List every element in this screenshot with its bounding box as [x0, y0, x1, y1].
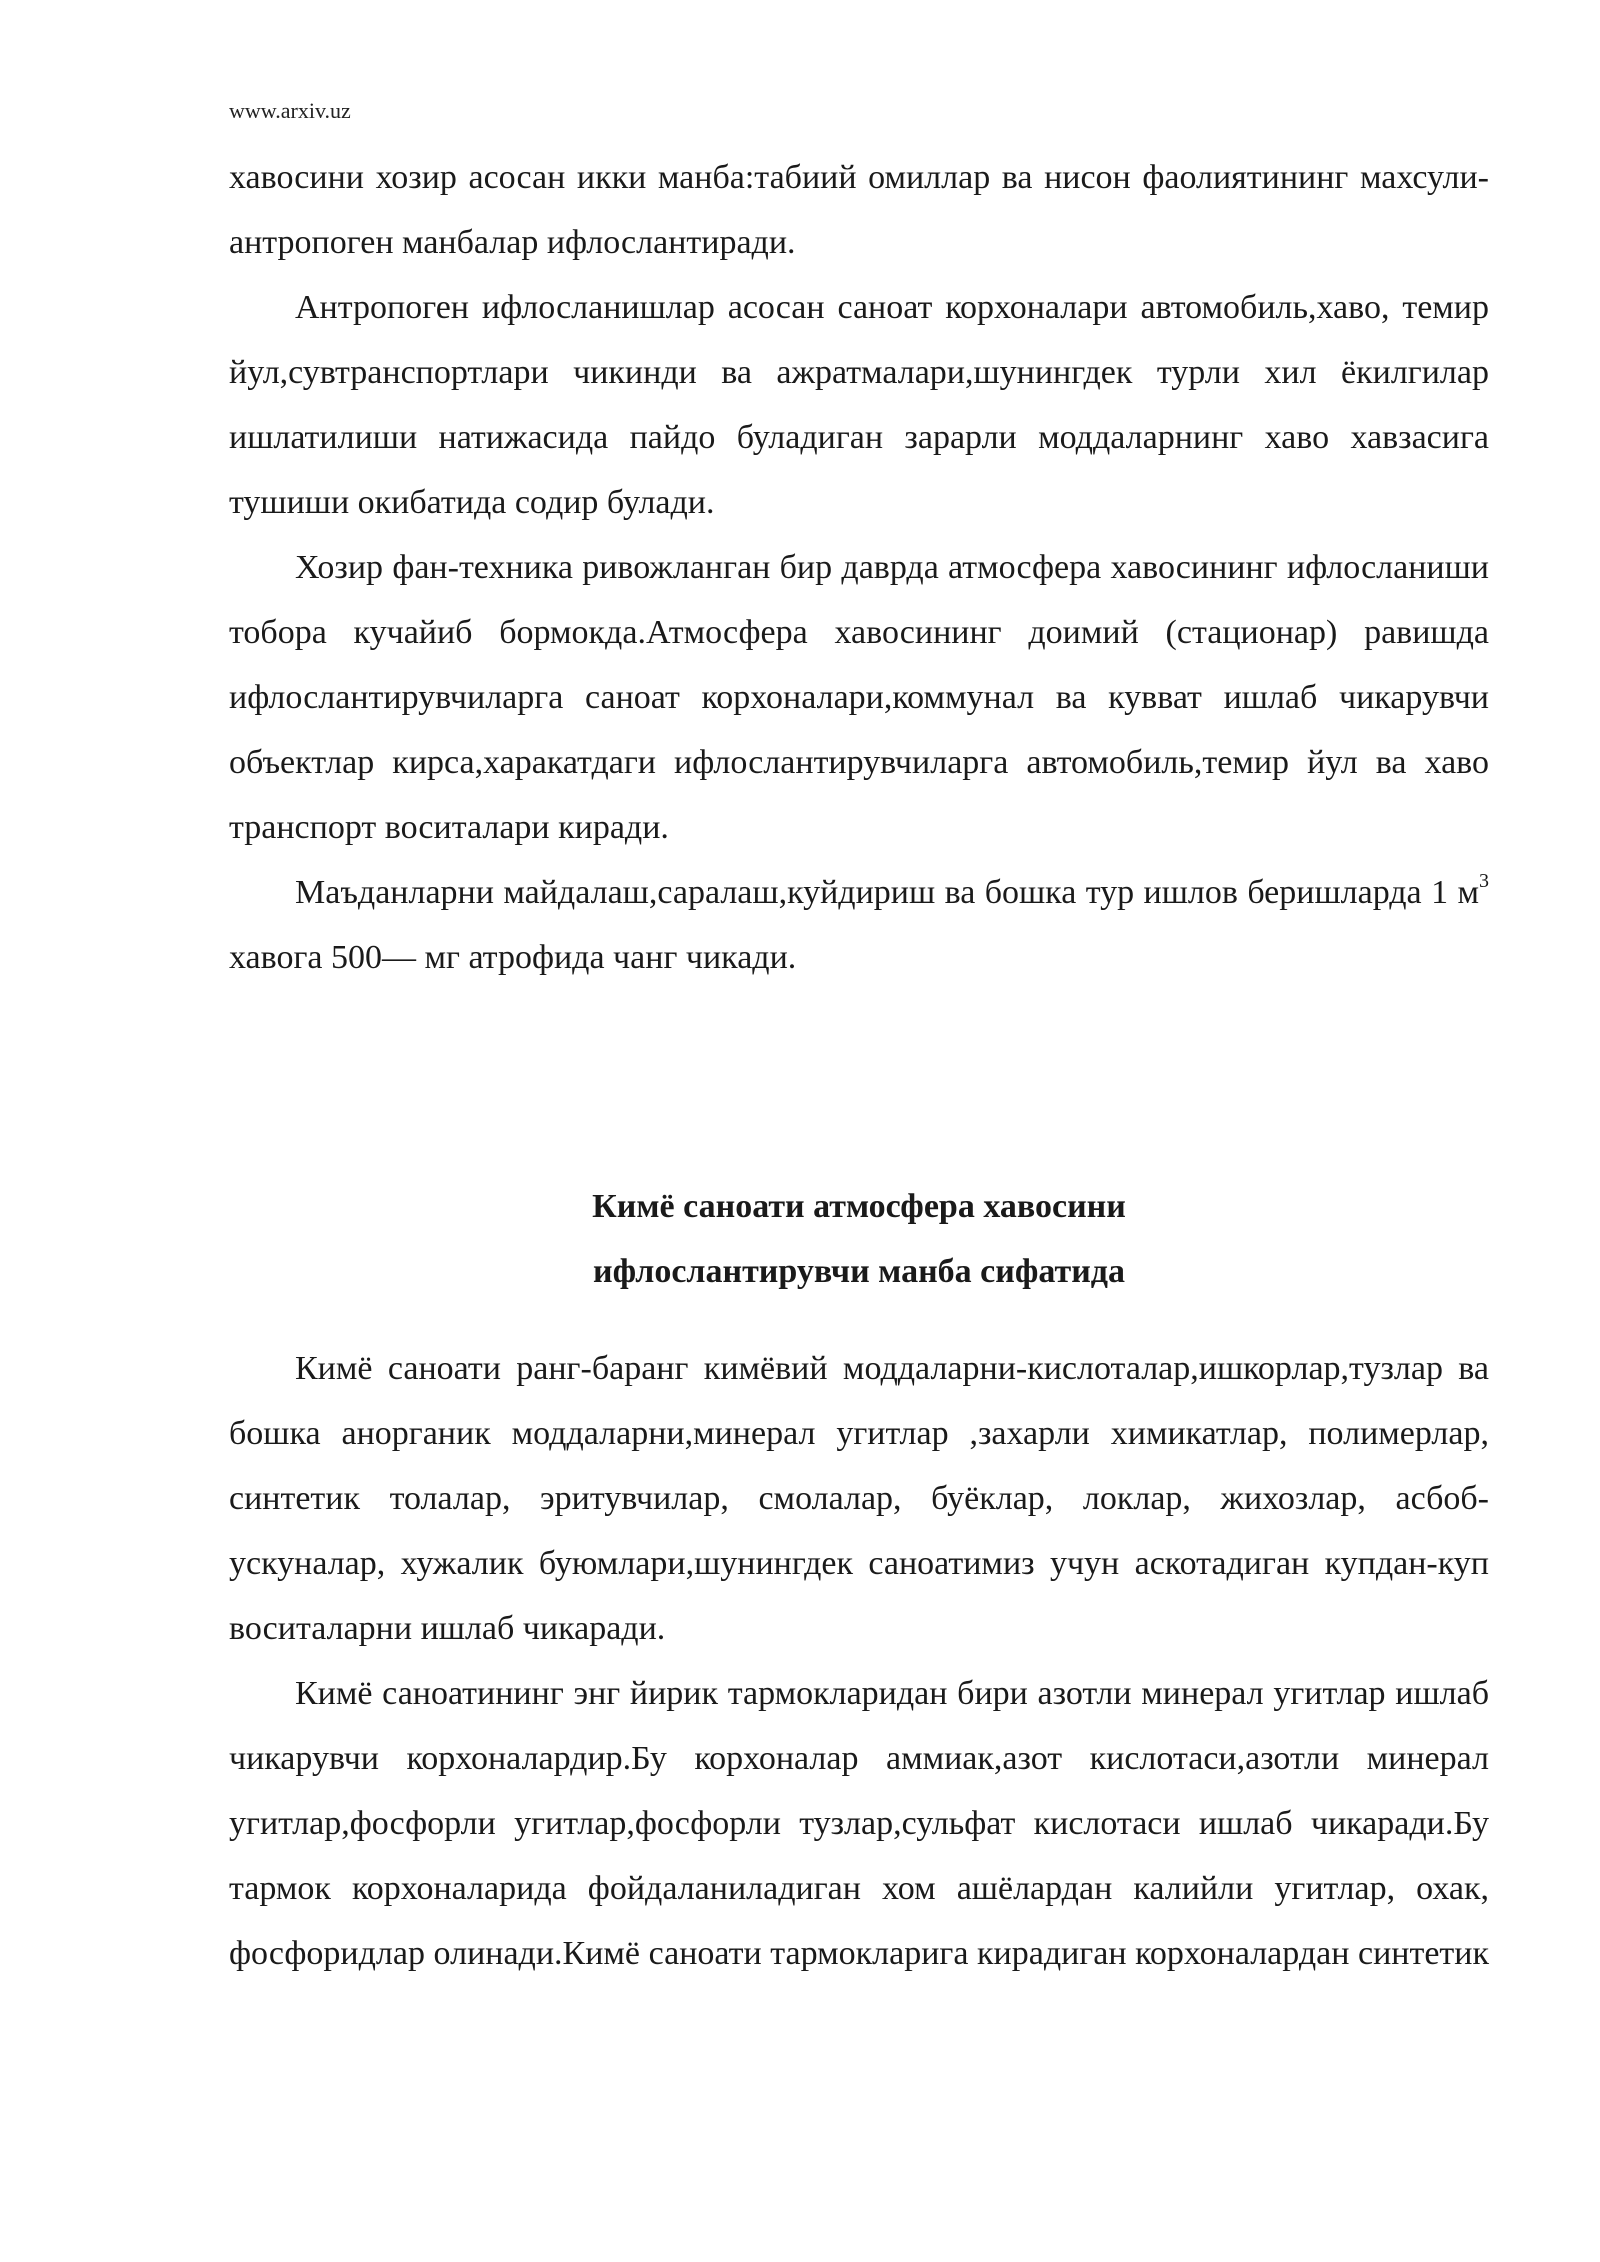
ore-dust-text-start: Маъданларни майдалаш,саралаш,куйдириш ва бошка тур ишлов беришларда 1 м: [295, 874, 1479, 911]
paragraph-nitrogen-fertilizers: Кимё саноатининг энг йирик тармокларидан бири азотли минерал угитлар ишлаб чикарувчи корхоналардир.Бу корхоналар аммиак,азот кислотаси,азотли минерал угитлар,фосфорли угитлар,фосфорли тузлар,сульфат кислотаси ишлаб чикаради.Бу тармок корхоналарида фойдаланиладиган хом ашёлардан калийли угитлар, охак, фосфоридлар олинади.Кимё саноати тармокларига кирадиган корхоналардан синтетик: [229, 1675, 1489, 1972]
paragraph-ore-dust: [229, 860, 1489, 990]
paragraph-chemical-products: Кимё саноати ранг-баранг кимёвий моддаларни-кислоталар,ишкорлар,тузлар ва бошка анорганик моддаларни,минерал угитлар ,захарли химикатлар, полимерлар, синтетик толалар, эритувчилар, смолалар, буёклар, локлар, жихозлар, асбоб-ускуналар, хужалик буюмлари,шунингдек саноатимиз учун аскотадиган купдан-куп воситаларни ишлаб чикаради.: [229, 1350, 1489, 1647]
section-heading: [229, 1174, 1489, 1304]
ore-dust-text-end: хавога 500— мг атрофида чанг чикади.: [229, 939, 797, 976]
superscript-cubic: 3: [1479, 869, 1489, 892]
text-block-atmosphere-pollution: [229, 145, 1489, 990]
paragraph-stationary-sources: Хозир фан-техника ривожланган бир даврда атмосфера хавосининг ифлосланиши тобора кучайиб бормокда.Атмосфера хавосининг доимий (стационар) равишда ифлослантирувчиларга саноат корхоналари,коммунал ва кувват ишлаб чикарувчи объектлар кирса,харакатдаги ифлослантирувчиларга автомобиль,темир йул ва хаво транспорт воситалари киради.: [229, 549, 1489, 846]
text-block-chemical-industry: [229, 1336, 1489, 1986]
paragraph-continuation: хавосини хозир асосан икки манба:табиий омиллар ва нисон фаолиятининг махсули-антропоген манбалар ифлослантиради.: [229, 159, 1489, 261]
section-heading-line-1: Кимё саноати атмосфера хавосини: [592, 1188, 1126, 1225]
page-header-url: www.arxiv.uz: [229, 98, 351, 123]
paragraph-anthropogen-pollution: Антропоген ифлосланишлар асосан саноат корхоналари автомобиль,хаво, темир йул,сувтранспортлари чикинди ва ажратмалари,шунингдек турли хил ёкилгилар ишлатилиши натижасида пайдо буладиган зарарли моддаларнинг хаво хавзасига тушиши окибатида содир булади.: [229, 289, 1489, 521]
section-heading-line-2: ифлослантирувчи манба сифатида: [592, 1253, 1125, 1290]
